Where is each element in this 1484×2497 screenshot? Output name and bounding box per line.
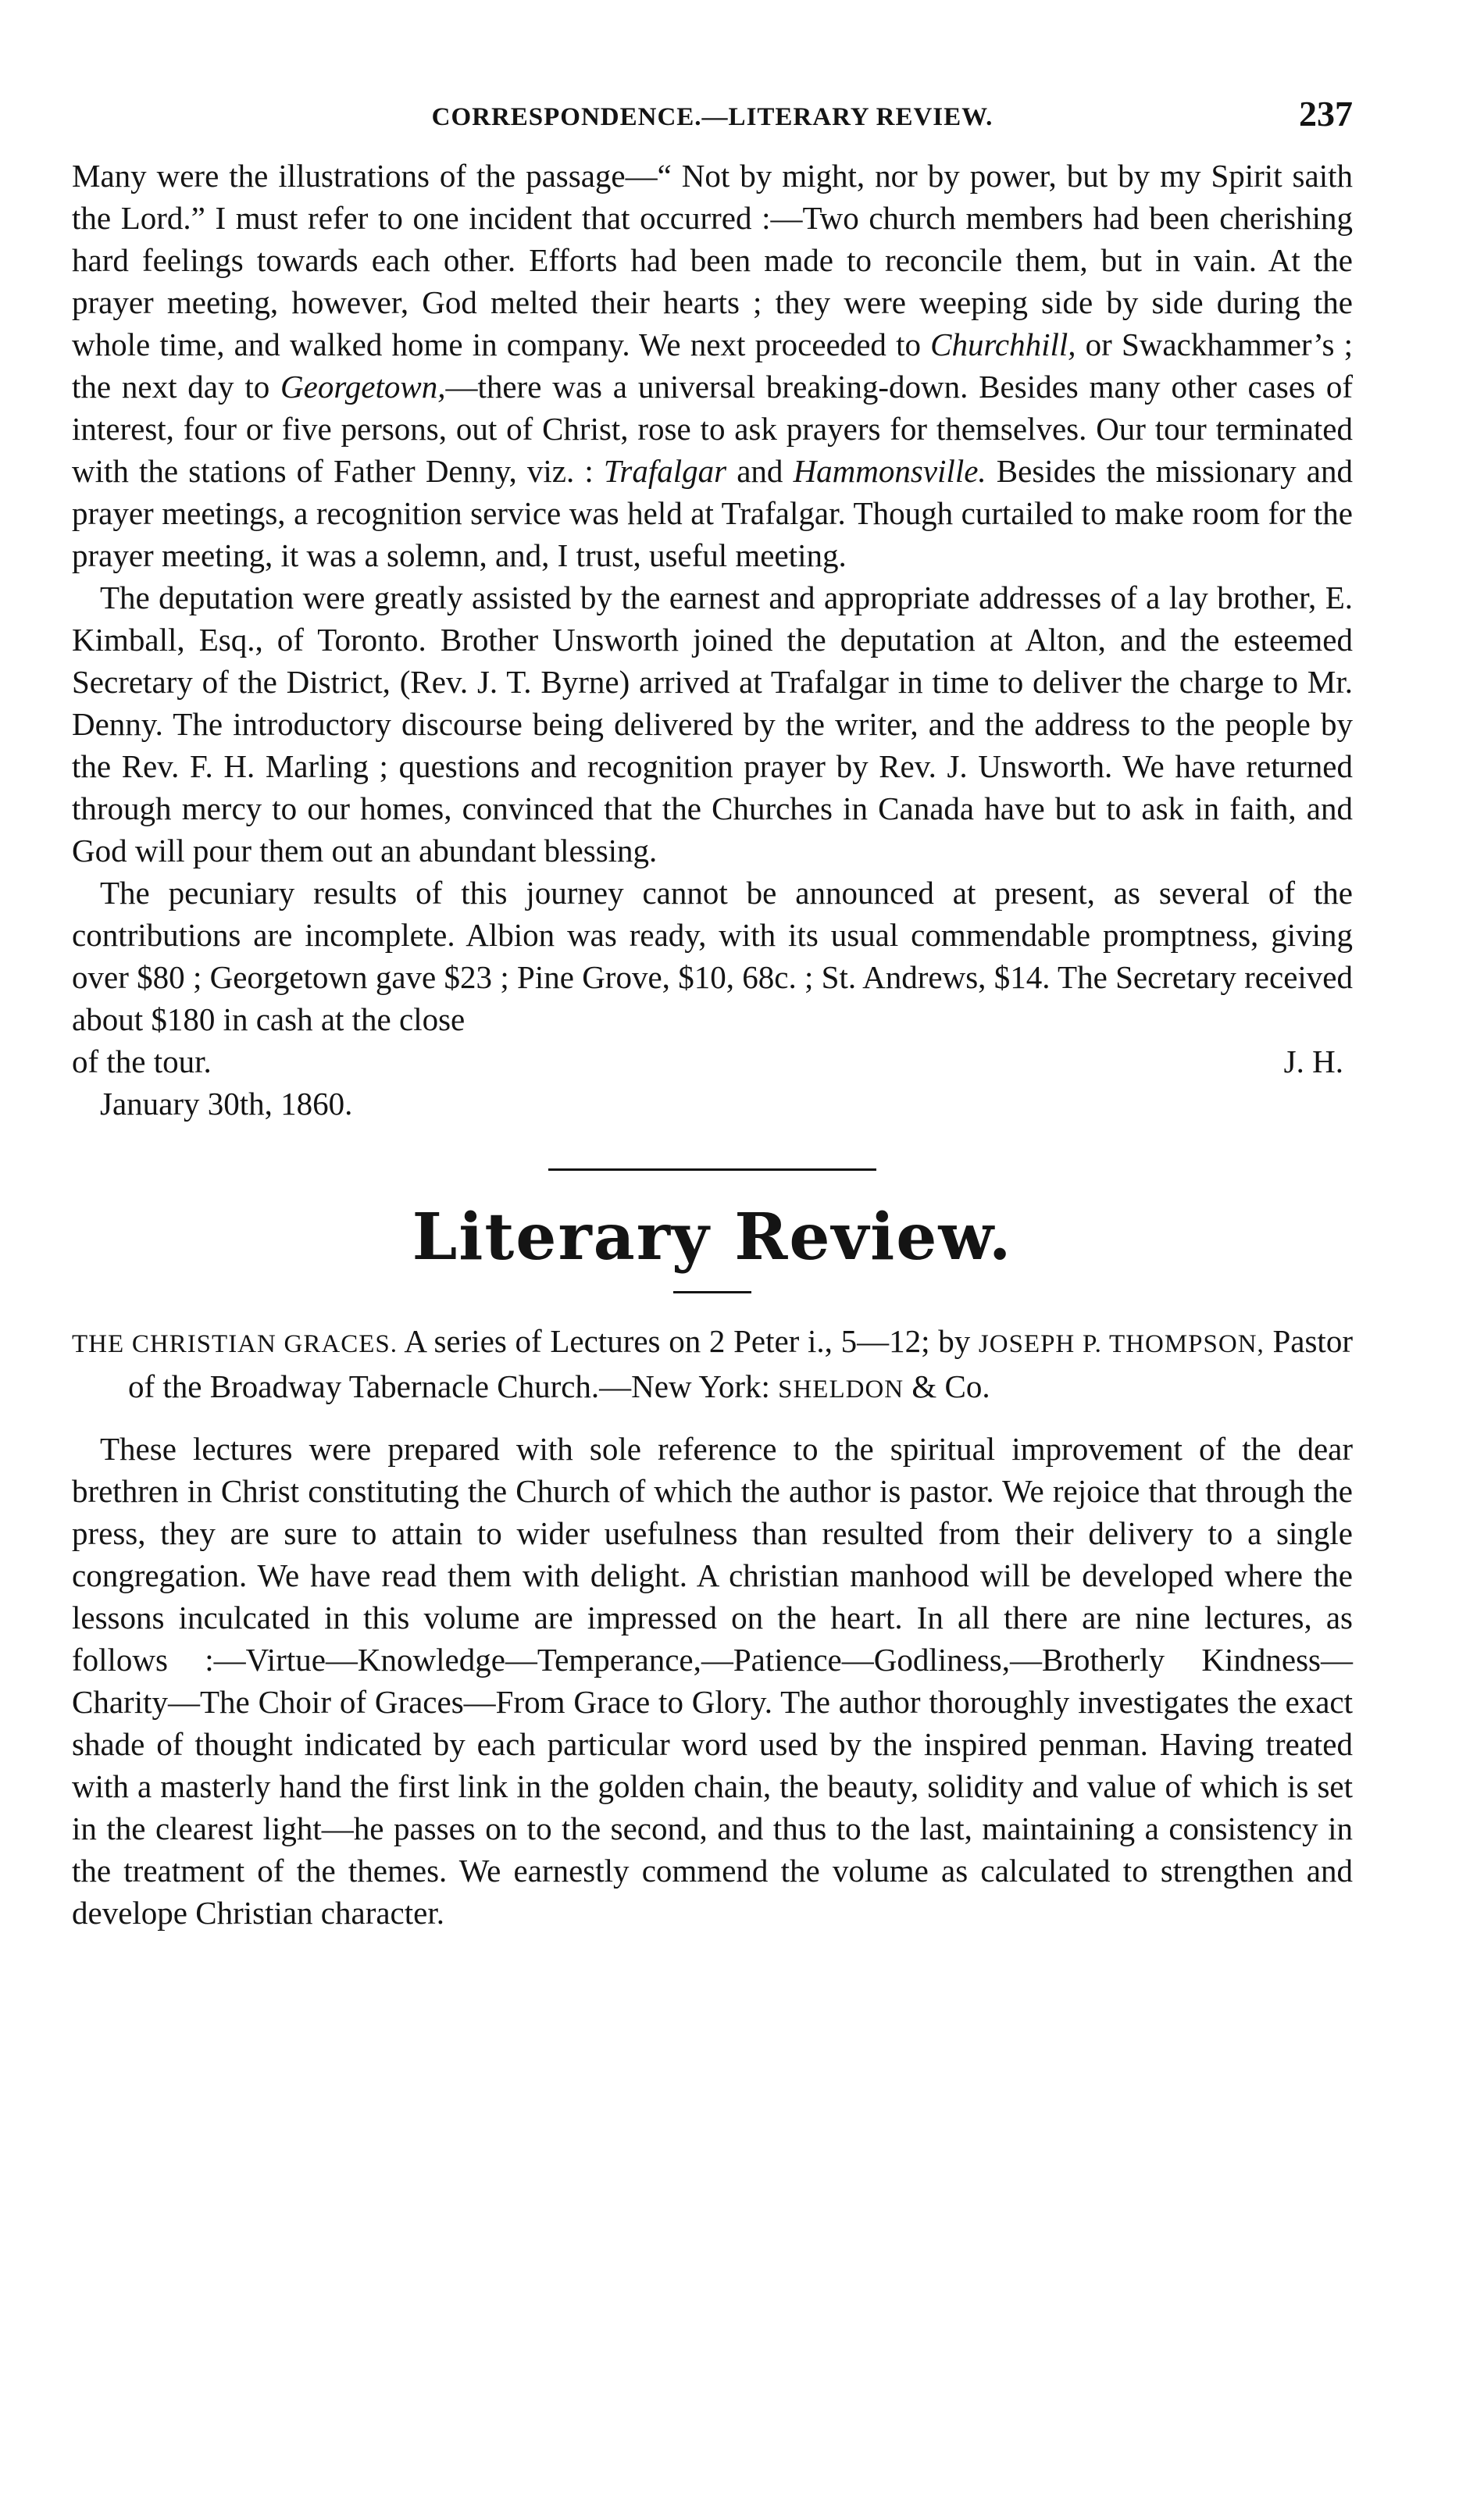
book-entry: THE CHRISTIAN GRACES. A series of Lectures on 2 Peter i., 5—12; by JOSEPH P. THOMPSON, Pastor of the Broadway Tabernacle Church.—New York: SHELDON & Co. [72, 1323, 1353, 1404]
book-publisher: SHELDON [778, 1375, 904, 1404]
signoff-line [72, 1040, 1353, 1083]
signature: J. H. [1283, 1043, 1343, 1079]
closing-text: of the tour. [72, 1043, 212, 1079]
page [72, 92, 1353, 1934]
heading-rule [673, 1291, 751, 1293]
section-divider [548, 1168, 876, 1171]
correspondence-paragraph-2: The deputation were greatly assisted by the earnest and appropriate addresses of a lay brother, E. Kimball, Esq., of Toronto. Brother Unsworth joined the deputation at Alton, and the esteemed Secretary of the District, (Rev. J. T. Byrne) arrived at Trafalgar in time to deliver the charge to Mr. Denny. The introductory discourse being delivered by the writer, and the address to the people by the Rev. F. H. Marling ; questions and recognition prayer by Rev. J. Unsworth. We have returned through mercy to our homes, convinced that the Churches in Canada have but to ask in faith, and God will pour them out an abundant blessing. [72, 580, 1353, 869]
book-author: JOSEPH P. THOMPSON, [978, 1330, 1265, 1358]
place-name: Hammonsville. [793, 453, 986, 489]
review-paragraph: These lectures were prepared with sole reference to the spiritual improvement of the dear brethren in Christ constituting the Church of which the author is pastor. We rejoice that through the press, they are sure to attain to wider usefulness than resulted from their delivery to a single congregation. We have read them with delight. A christian manhood will be developed where the lessons inculcated in this volume are impressed on the heart. In all there are nine lectures, as follows :—Virtue—Knowledge—Temperance,—Patience—Godliness,—Brotherly Kindness—Charity—The Choir of Graces—From Grace to Glory. The author thoroughly investigates the exact shade of thought indicated by each particular word used by the inspired penman. Having treated with a masterly hand the first link in the golden chain, the beauty, solidity and value of which is set in the clearest light—he passes on to the second, and thus to the last, maintaining a consistency in the treatment of the themes. We earnestly commend the volume as calculated to strengthen and develope Christian character. [72, 1431, 1353, 1931]
running-head [72, 92, 1353, 144]
correspondence-paragraph-1: Many were the illustrations of the passage—“ Not by might, nor by power, but by my Spirit saith the Lord.” I must refer to one incident that occurred :—Two church members had been cherishing hard feelings towards each other. Efforts had been made to reconcile them, but in vain. At the prayer meeting, however, God melted their hearts ; they were weeping side by side during the whole time, and walked home in company. We next proceeded to Churchhill, or Swackhammer’s ; the next day to Georgetown,—there was a universal breaking-down. Besides many other cases of interest, four or five persons, out of Christ, rose to ask prayers for themselves. Our tour terminated with the stations of Father Denny, viz. : Trafalgar and Hammonsville. Besides the missionary and prayer meetings, a recognition service was held at Trafalgar. Though curtailed to make room for the prayer meeting, it was a solemn, and, I trust, useful meeting. [72, 158, 1353, 573]
letter-date: January 30th, 1860. [100, 1086, 353, 1122]
running-title: CORRESPONDENCE.—LITERARY REVIEW. [431, 103, 993, 131]
place-name: Churchhill, [930, 326, 1076, 362]
section-heading: Literary Review. [412, 1200, 1013, 1275]
book-title: THE CHRISTIAN GRACES. [72, 1330, 398, 1358]
place-name: Trafalgar [603, 453, 727, 489]
correspondence-paragraph-3: The pecuniary results of this journey cannot be announced at present, as several of the contributions are incomplete. Albion was ready, with its usual commendable promptness, giving over $80 ; Georgetown gave $23 ; Pine Grove, $10, 68c. ; St. Andrews, $14. The Secretary received about $180 in cash at the close [72, 875, 1353, 1037]
place-name: Georgetown, [280, 369, 446, 405]
page-number: 237 [1299, 94, 1353, 134]
